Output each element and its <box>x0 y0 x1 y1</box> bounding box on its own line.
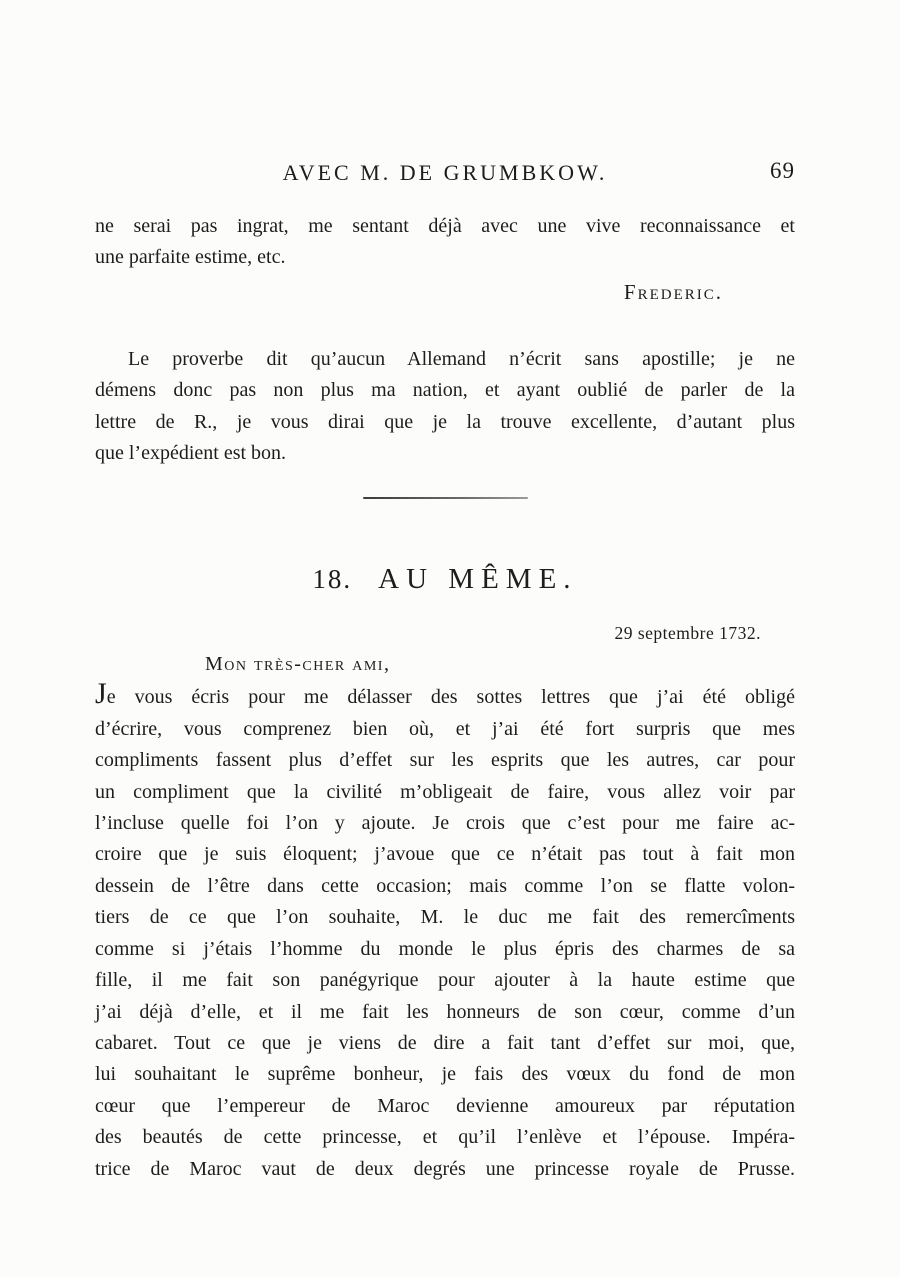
text-line: compliments fassent plus d’effet sur les esprits que les autres, car pour <box>95 749 795 772</box>
paragraph-postscript <box>95 344 795 470</box>
letter-heading <box>95 559 795 604</box>
text-line: tiers de ce que l’on souhaite, M. le duc me fait des remercîments <box>95 906 795 929</box>
text-line: croire que je suis éloquent; j’avoue que ce n’était pas tout à fait mon <box>95 843 795 866</box>
text-line: trice de Maroc vaut de deux degrés une princesse royale de Prusse. <box>95 1157 795 1180</box>
text-line: une parfaite estime, etc. <box>95 246 286 269</box>
paragraph-continuation <box>95 211 795 274</box>
letter-title: AU MÊME. <box>378 563 578 596</box>
text-line: ne serai pas ingrat, me sentant déjà avec une vive reconnaissance et <box>95 215 795 237</box>
text-line: d’écrire, vous comprenez bien où, et j’ai été fort surpris que mes <box>95 717 795 740</box>
text-line: lettre de R., je vous dirai que je la trouve excellente, d’autant plus <box>95 410 795 433</box>
letter-date: 29 septembre 1732. <box>614 623 761 644</box>
letter-number: 18. <box>312 564 353 595</box>
text-line: dessein de l’être dans cette occasion; mais comme l’on se flatte volon- <box>95 874 795 897</box>
text-line: fille, il me fait son panégyrique pour ajouter à la haute estime que <box>95 969 795 992</box>
text-line: cœur que l’empereur de Maroc devienne amoureux par réputation <box>95 1094 795 1117</box>
drop-initial: J <box>95 677 107 711</box>
text-line-rest: e vous écris pour me délasser des sottes lettres que j’ai été obligé <box>106 686 795 709</box>
text-line: démens donc pas non plus ma nation, et ayant oublié de parler de la <box>95 379 795 402</box>
signature: Frederic. <box>623 279 723 304</box>
page-number: 69 <box>770 158 795 183</box>
text-line: des beautés de cette princesse, et qu’il l’enlève et l’épouse. Impéra- <box>95 1126 795 1149</box>
text-line: que l’expédient est bon. <box>95 442 287 465</box>
text-line: j’ai déjà d’elle, et il me fait les honneurs de son cœur, comme d’un <box>95 1000 795 1023</box>
text-line: Le proverbe dit qu’aucun Allemand n’écrit sans apostille; je ne <box>128 347 795 370</box>
section-divider <box>363 497 528 499</box>
text-line: cabaret. Tout ce que je viens de dire a fait tant d’effet sur moi, que, <box>95 1031 795 1054</box>
running-title: AVEC M. DE GRUMBKOW. <box>282 160 608 185</box>
text-line: lui souhaitant le suprême bonheur, je fais des vœux du fond de mon <box>95 1063 795 1086</box>
text-line <box>95 677 795 713</box>
text-line: un compliment que la civilité m’obligeait de faire, vous allez voir par <box>95 780 795 803</box>
salutation: Mon très-cher ami, <box>205 653 391 676</box>
running-head <box>95 160 795 190</box>
text-line: l’incluse quelle foi l’on y ajoute. Je crois que c’est pour me faire ac- <box>95 812 795 835</box>
letter-body <box>95 677 795 1185</box>
text-line: comme si j’étais l’homme du monde le plus épris des charmes de sa <box>95 937 795 960</box>
